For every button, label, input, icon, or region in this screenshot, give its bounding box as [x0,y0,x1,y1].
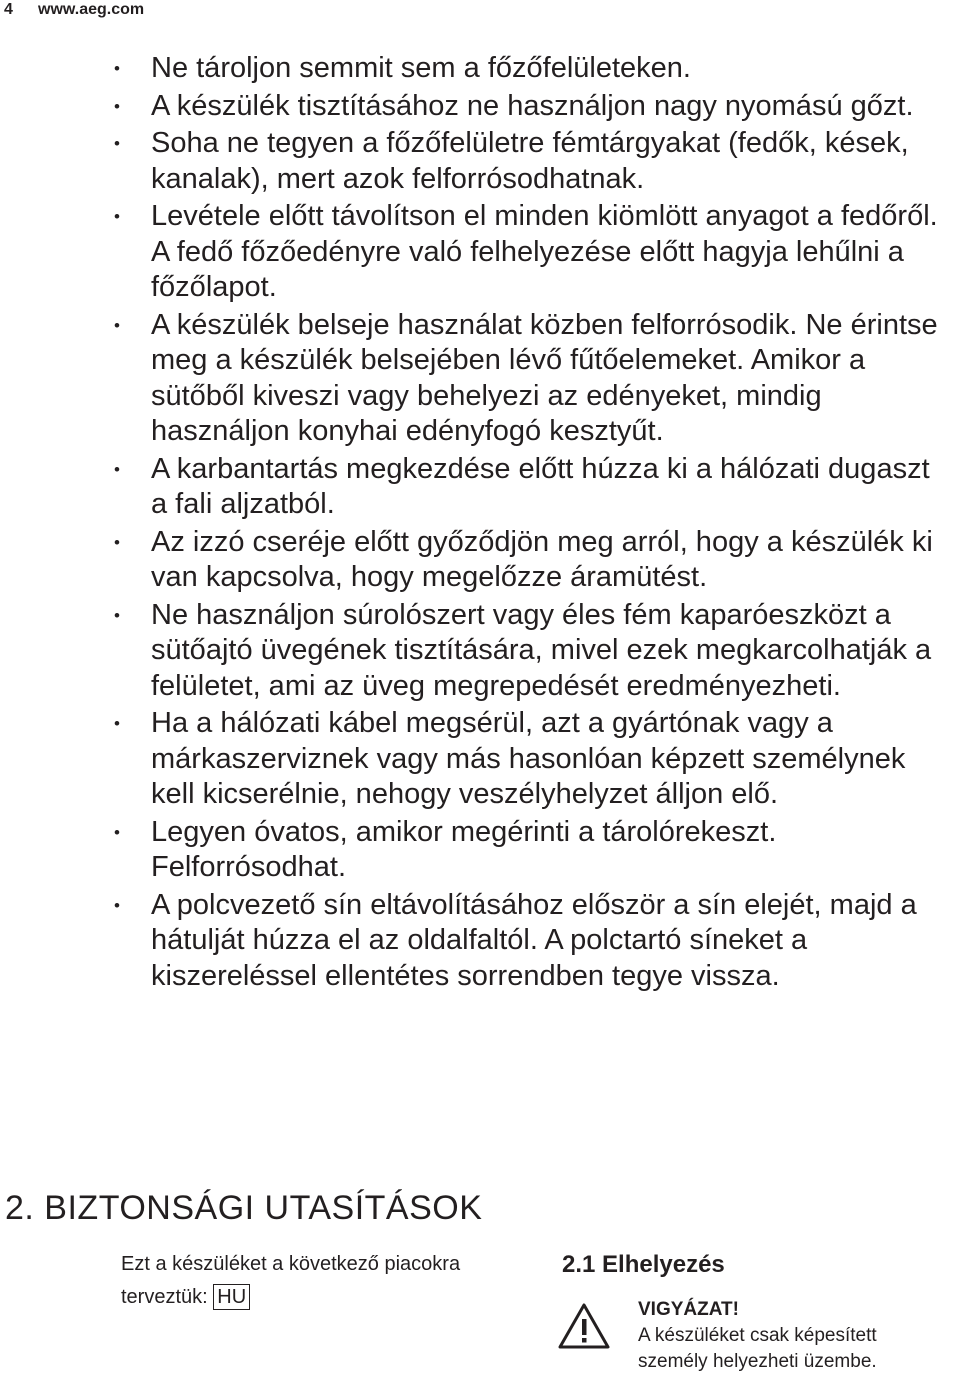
market-intro [121,1248,541,1314]
intro-line-1: Ezt a készüléket a következő piacokra [121,1253,461,1275]
subsection-title: 2.1 Elhelyezés [562,1251,725,1278]
list-item: • Ne tároljon semmit sem a főzőfelületeken. [112,51,952,87]
page-header [4,0,144,20]
warning-label: VIGYÁZAT! [638,1299,739,1320]
page-number: 4 [4,1,13,18]
list-item: • Legyen óvatos, amikor megérinti a tárolórekeszt. Felforrósodhat. [112,815,952,886]
list-item: • A polcvezető sín eltávolításához először a sín elejét, majd a hátulját húzza el az oldalfaltól. A polctartó síneket a kiszereléssel ellentétes sorrendben tegye vissza. [112,888,952,995]
section-title: 2. BIZTONSÁGI UTASÍTÁSOK [5,1189,483,1227]
warning-text: A készüléket csak képesített személy helyezheti üzembe. [638,1325,877,1372]
warning-block [638,1297,938,1375]
list-item: • Ha a hálózati kábel megsérül, azt a gyártónak vagy a márkaszerviznek vagy más hasonlóan képzett személynek kell kicserélnie, nehogy veszélyhelyzet álljon elő. [112,706,952,813]
safety-bullet-list [112,51,952,996]
list-item: • Ne használjon súrolószert vagy éles fém kaparóeszközt a sütőajtó üvegének tisztítására, mivel ezek megkarcolhatják a felületet, ami az üveg megrepedését eredményezheti. [112,598,952,705]
warning-triangle-icon [558,1302,610,1350]
list-item: • Az izzó cseréje előtt győződjön meg arról, hogy a készülék ki van kapcsolva, hogy megelőzze áramütést. [112,525,952,596]
list-item: • A készülék tisztításához ne használjon nagy nyomású gőzt. [112,89,952,125]
list-item: • A készülék belseje használat közben felforrósodik. Ne érintse meg a készülék belsejében lévő fűtőelemeket. Amikor a sütőből kiveszi vagy behelyezi az edényeket, mindig használjon konyhai edényfogó kesztyűt. [112,308,952,450]
country-code-box: HU [213,1284,250,1310]
header-url: www.aeg.com [38,1,145,18]
list-item: • Soha ne tegyen a főzőfelületre fémtárgyakat (fedők, kések, kanalak), mert azok felforrósodhatnak. [112,126,952,197]
list-item: • A karbantartás megkezdése előtt húzza ki a hálózati dugaszt a fali aljzatból. [112,452,952,523]
list-item: • Levétele előtt távolítson el minden kiömlött anyagot a fedőről. A fedő főzőedényre való felhelyezése előtt hagyja lehűlni a főzőlapot. [112,199,952,306]
intro-line-2: terveztük: [121,1286,208,1308]
